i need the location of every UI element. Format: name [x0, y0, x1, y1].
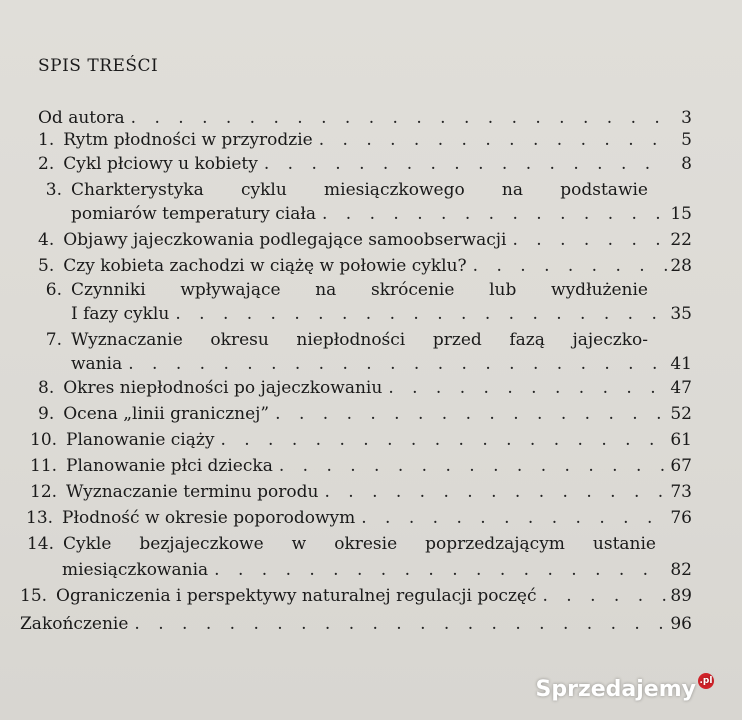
entry-number: 13.: [26, 508, 54, 528]
entry-number: 3.: [45, 180, 62, 200]
toc-entry: [38, 128, 692, 152]
entry-title: Planowanie płci dziecka: [66, 456, 273, 476]
toc-entry-intro: [38, 106, 692, 130]
entry-number: 2.: [38, 154, 55, 174]
entry-number: 6.: [45, 280, 62, 300]
toc-entry-conclusion: [20, 612, 692, 636]
toc-entry: [38, 402, 692, 426]
entry-title-cont: wania: [71, 354, 123, 374]
entry-page: 3: [681, 108, 692, 128]
entry-number: 1.: [38, 130, 55, 150]
entry-number: 5.: [38, 256, 55, 276]
entry-page: 73: [670, 482, 692, 502]
entry-page: 82: [670, 560, 692, 580]
entry-title: Cykl płciowy u kobiety: [63, 154, 258, 174]
entry-page: 15: [670, 204, 692, 224]
toc-entry: [20, 584, 692, 608]
entry-page: 35: [670, 304, 692, 324]
dot-leader: [273, 454, 668, 478]
entry-title: Ocena „linii granicznej”: [63, 404, 270, 424]
toc-entry-continuation: [71, 302, 692, 326]
entry-title: Charkterystyka cyklu miesiączkowego na podstawie: [71, 180, 648, 200]
dot-leader: [467, 254, 668, 278]
entry-title: Płodność w okresie poporodowym: [62, 508, 356, 528]
entry-number: 11.: [30, 456, 58, 476]
entry-title: Czynniki wpływające na skrócenie lub wydłużenie: [71, 280, 648, 300]
entry-title-cont: pomiarów temperatury ciała: [71, 204, 316, 224]
entry-page: 52: [670, 404, 692, 424]
entry-page: 61: [670, 430, 692, 450]
entry-page: 8: [681, 154, 692, 174]
dot-leader: [316, 202, 668, 226]
entry-title: Wyznaczanie okresu niepłodności przed fazą jajeczko-: [71, 330, 648, 350]
watermark-logo: [536, 677, 715, 702]
entry-number: 9.: [38, 404, 55, 424]
dot-leader: [208, 558, 668, 582]
toc-entry: [38, 278, 648, 302]
dot-leader: [537, 584, 669, 608]
entry-title: Zakończenie: [20, 614, 129, 634]
toc-entry: [26, 506, 692, 530]
entry-number: 4.: [38, 230, 55, 250]
toc-entry: [38, 328, 648, 352]
toc-entry: [30, 454, 692, 478]
dot-leader: [506, 228, 668, 252]
entry-title-cont: I fazy cyklu: [71, 304, 170, 324]
toc-entry: [38, 376, 692, 400]
toc-entry: [38, 254, 692, 278]
entry-title: Wyznaczanie terminu porodu: [66, 482, 319, 502]
dot-leader: [122, 352, 668, 376]
dot-leader: [269, 402, 668, 426]
dot-leader: [214, 428, 668, 452]
dot-leader: [313, 128, 668, 152]
toc-entry: [30, 428, 692, 452]
entry-number: 10.: [30, 430, 58, 450]
toc-entry: [26, 532, 656, 556]
entry-number: 15.: [20, 586, 48, 606]
entry-title: Planowanie ciąży: [66, 430, 215, 450]
entry-page: 22: [670, 230, 692, 250]
entry-number: 7.: [45, 330, 62, 350]
entry-title: Cykle bezjajeczkowe w okresie poprzedzającym ustanie: [63, 534, 656, 554]
toc-title: SPIS TREŚCI: [38, 56, 159, 76]
entry-number: 14.: [26, 534, 54, 554]
dot-leader: [169, 302, 668, 326]
entry-number: 12.: [30, 482, 58, 502]
toc-entry: [38, 152, 692, 176]
entry-page: 41: [670, 354, 692, 374]
dot-leader: [258, 152, 668, 176]
toc-entry: [38, 228, 692, 252]
entry-title: Czy kobieta zachodzi w ciążę w połowie cyklu?: [63, 256, 467, 276]
toc-entry-continuation: [71, 202, 692, 226]
entry-page: 5: [681, 130, 692, 150]
dot-leader: [318, 480, 668, 504]
toc-entry: [30, 480, 692, 504]
dot-leader: [125, 106, 668, 130]
dot-leader: [382, 376, 668, 400]
entry-page: 96: [670, 614, 692, 634]
entry-page: 47: [670, 378, 692, 398]
entry-number: 8.: [38, 378, 55, 398]
entry-title-cont: miesiączkowania: [62, 560, 209, 580]
entry-title: Od autora: [38, 108, 125, 128]
entry-title: Okres niepłodności po jajeczkowaniu: [63, 378, 383, 398]
entry-page: 89: [670, 586, 692, 606]
toc-entry-continuation: [71, 352, 692, 376]
watermark-text: Sprzedajemy: [535, 677, 696, 702]
dot-leader: [355, 506, 668, 530]
entry-page: 28: [670, 256, 692, 276]
entry-page: 76: [670, 508, 692, 528]
dot-leader: [128, 612, 668, 636]
toc-entry: [38, 178, 648, 202]
watermark-badge: .pl: [698, 673, 714, 689]
entry-title: Objawy jajeczkowania podlegające samoobserwacji: [63, 230, 507, 250]
entry-title: Ograniczenia i perspektywy naturalnej regulacji poczęć: [56, 586, 537, 606]
entry-page: 67: [670, 456, 692, 476]
toc-entry-continuation: [62, 558, 692, 582]
entry-title: Rytm płodności w przyrodzie: [63, 130, 313, 150]
